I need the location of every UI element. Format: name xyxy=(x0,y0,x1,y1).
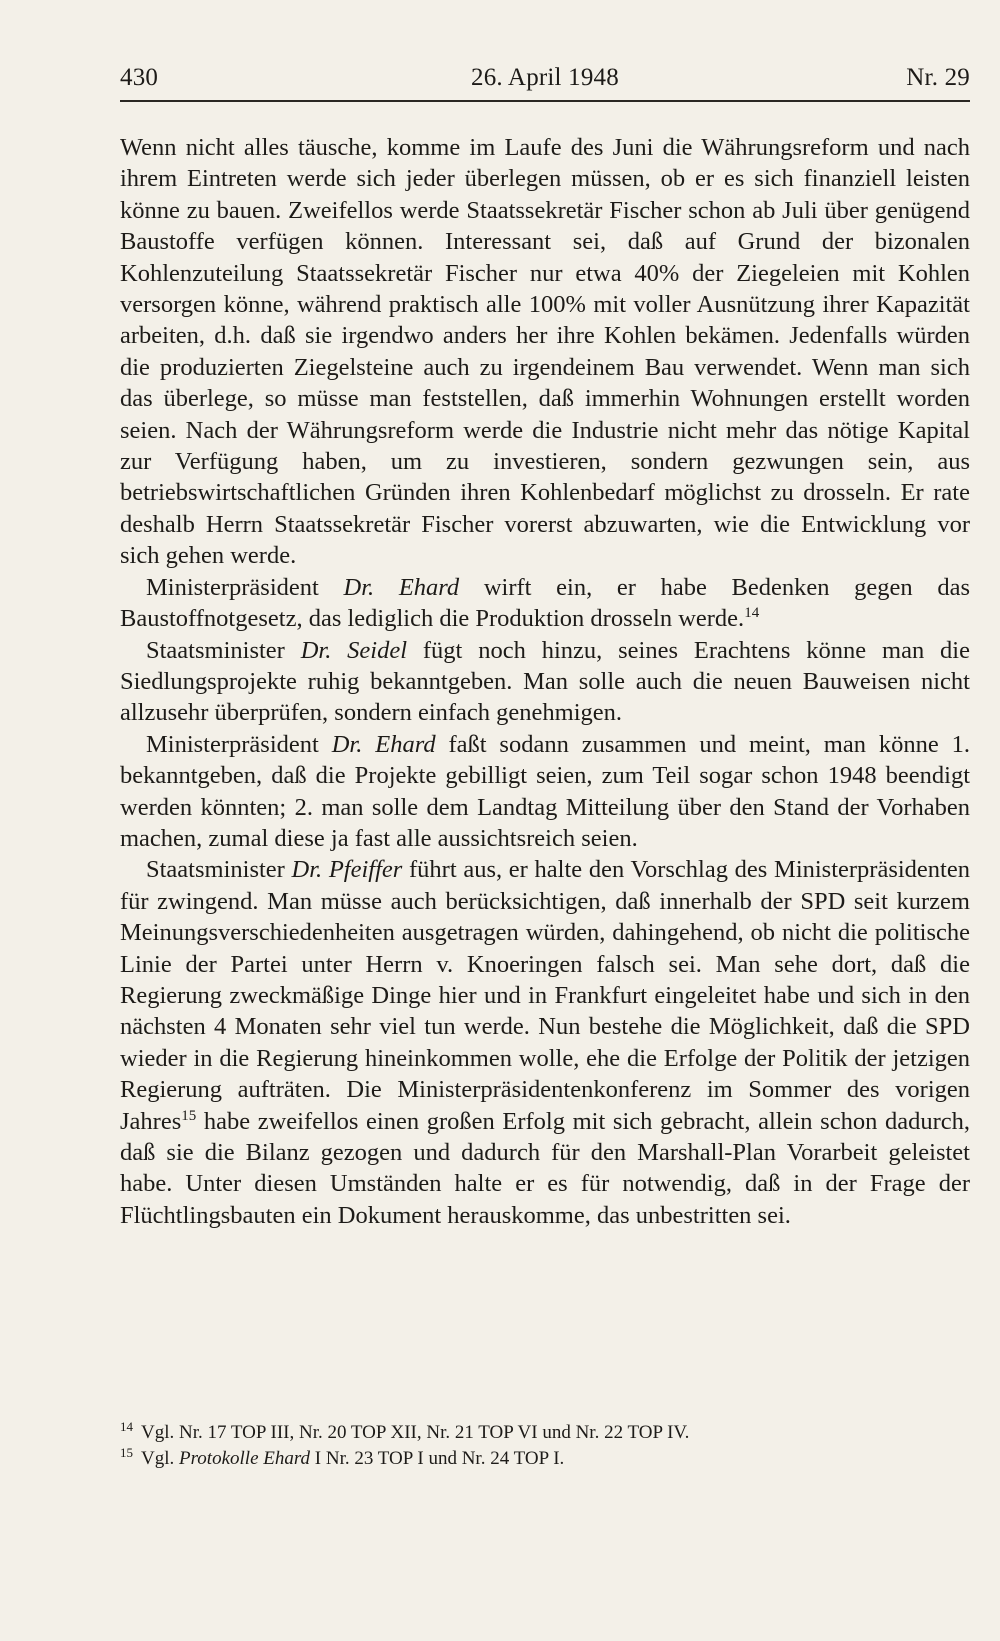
text-run: faßt sodann zusammen und meint, man könne 1. bekanntgeben, daß die Projekte gebilligt seien, zum Teil sogar schon 1948 beendigt werden könnten; 2. man solle dem Landtag Mitteilung über den Stand der Vorhaben machen, zumal diese ja fast alle aussichtsreich seien. xyxy=(120,730,970,852)
page-number: 430 xyxy=(120,64,159,91)
text-run: Staatsminister xyxy=(146,636,301,664)
text-run: habe zweifellos einen großen Erfolg mit sich gebracht, allein schon dadurch, daß sie die Bilanz gezogen und dadurch für den Marshall-Plan Vorarbeit geleistet habe. Unter diesen Umständen halte er es für notwendig, daß in der Frage der Flüchtlingsbauten ein Dokument herauskomme, das unbestritten sei. xyxy=(120,1107,970,1229)
issue-number: Nr. 29 xyxy=(906,64,970,91)
running-header xyxy=(120,64,970,104)
body-text xyxy=(120,132,970,1231)
text-run: Ministerpräsident xyxy=(146,573,344,601)
paragraph xyxy=(120,132,970,572)
speaker-name: Dr. Seidel xyxy=(300,636,408,664)
paragraph xyxy=(120,854,970,1231)
text-run: Vgl. Nr. 17 TOP III, Nr. 20 TOP XII, Nr. 21 TOP VI und Nr. 22 TOP IV. xyxy=(141,1422,690,1443)
speaker-name: Dr. Pfeiffer xyxy=(291,856,403,884)
footnotes xyxy=(120,1420,970,1472)
footnote xyxy=(120,1446,970,1472)
text-run: führt aus, er halte den Vorschlag des Ministerpräsidenten für zwingend. Man müsse auch berücksichtigen, daß innerhalb der SPD seit kurzem Meinungsverschiedenheiten ausgetragen würden, dahingehend, ob nicht die politische Linie der Partei unter Herrn v. Knoeringen falsch sei. Man sehe dort, daß die Regierung zweckmäßige Dinge hier und in Frankfurt eingeleitet habe und sich in den nächsten 4 Monaten sehr viel tun werde. Nun bestehe die Möglichkeit, daß die SPD wieder in die Regierung hineinkommen wolle, ehe die Erfolge der Politik der jetzigen Regierung aufträten. Die Ministerpräsidentenkonferenz im Sommer des vorigen Jahres xyxy=(120,856,970,1135)
text-run: Ministerpräsident xyxy=(146,730,332,758)
text-run: Wenn nicht alles täusche, komme im Laufe des Juni die Währungsreform und nach ihrem Eintreten werde sich jeder überlegen müssen, ob er es sich finanziell leisten könne zu bauen. Zweifellos werde Staatssekretär Fischer schon ab Juli über genügend Baustoffe verfügen können. Interessant sei, daß auf Grund der bizonalen Kohlenzuteilung Staatssekretär Fischer nur etwa 40% der Ziegeleien mit Kohlen versorgen könne, während praktisch alle 100% mit voller Ausnützung ihrer Kapazität arbeiten, d.h. daß sie irgendwo anders her ihre Kohlen bekämen. Jedenfalls würden die produzierten Ziegelsteine auch zu irgendeinem Bau verwendet. Wenn man sich das überlege, so müsse man feststellen, daß immerhin Wohnungen erstellt worden seien. Nach der Währungsreform werde die Industrie nicht mehr das nötige Kapital zur Verfügung haben, um zu investieren, sondern gezwungen sein, aus betriebswirtschaftlichen Gründen ihren Kohlenbedarf möglichst zu drosseln. Er rate deshalb Herrn Staatssekretär Fischer vorerst abzuwarten, wie die Entwicklung vor sich gehen werde. xyxy=(120,134,970,570)
speaker-name: Dr. Ehard xyxy=(331,730,436,758)
text-run: Staatsminister xyxy=(146,856,292,884)
header-rule xyxy=(120,100,970,102)
text-run: fügt noch hinzu, seines Erachtens könne man die Siedlungsprojekte ruhig bekanntgeben. Man solle auch die neuen Bauweisen nicht allzusehr überprüfen, sondern einfach genehmigen. xyxy=(120,636,970,727)
footnote-ref: 15 xyxy=(181,1107,197,1124)
footnote xyxy=(120,1420,970,1446)
header-date: 26. April 1948 xyxy=(471,64,619,91)
footnote-number: 14 xyxy=(120,1418,133,1434)
text-run: wirft ein, er habe Bedenken gegen das Baustoffnotgesetz, das lediglich die Produktion drosseln werde. xyxy=(120,573,970,633)
text-run: I Nr. 23 TOP I und Nr. 24 TOP I. xyxy=(310,1448,565,1469)
footnote-number: 15 xyxy=(120,1444,133,1460)
text-run: Vgl. xyxy=(141,1448,179,1469)
speaker-name: Dr. Ehard xyxy=(343,573,460,601)
footnote-ref: 14 xyxy=(744,604,760,621)
speaker-name: Protokolle Ehard xyxy=(179,1448,311,1469)
paragraph xyxy=(120,635,970,729)
paragraph xyxy=(120,572,970,635)
paragraph xyxy=(120,729,970,855)
